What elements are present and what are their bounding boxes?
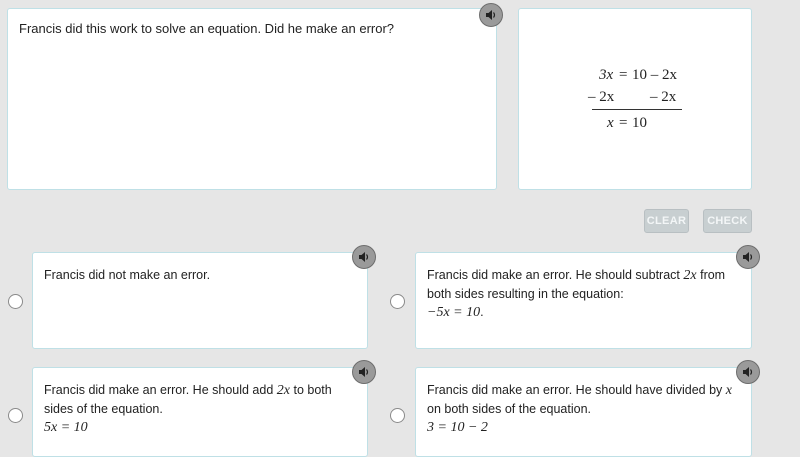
speaker-icon xyxy=(357,365,371,379)
speaker-icon xyxy=(741,365,755,379)
speaker-icon xyxy=(484,8,498,22)
option-4-text: Francis did make an error. He should have divided by x on both sides of the equation. 3 = 10 − 2 xyxy=(427,383,732,435)
option-2-text: Francis did make an error. He should subtract 2x from both sides resulting in the equation: −5x = 10. xyxy=(427,268,726,320)
option-2-card[interactable] xyxy=(415,252,752,349)
work-line2-left: – 2x xyxy=(588,89,615,105)
option-4-audio-button[interactable] xyxy=(736,360,760,384)
option-1-card[interactable] xyxy=(32,252,368,349)
question-audio-button[interactable] xyxy=(479,3,503,27)
question-panel xyxy=(7,8,497,190)
question-prompt: Francis did this work to solve an equation. Did he make an error? xyxy=(19,21,395,36)
option-1-radio[interactable] xyxy=(8,294,23,309)
work-line1-eq: = xyxy=(619,67,628,83)
option-3-card[interactable] xyxy=(32,367,368,457)
work-panel xyxy=(518,8,752,190)
option-2-math: −5x = 10 xyxy=(427,305,481,320)
work-line3-right: 10 xyxy=(632,115,647,131)
option-1-text: Francis did not make an error. xyxy=(44,268,211,282)
option-2-var: 2x xyxy=(683,268,697,283)
option-4-var: x xyxy=(725,383,732,398)
work-line1-left: 3x xyxy=(599,67,614,83)
check-button[interactable]: CHECK xyxy=(703,209,752,233)
work-divider xyxy=(592,109,682,110)
work-line3-eq: = xyxy=(619,115,628,131)
option-3-var: 2x xyxy=(276,383,290,398)
speaker-icon xyxy=(357,250,371,264)
option-3-text: Francis did make an error. He should add 2x to both sides of the equation. 5x = 10 xyxy=(44,383,332,435)
option-4-radio[interactable] xyxy=(390,408,405,423)
option-4-card[interactable] xyxy=(415,367,752,457)
option-2-audio-button[interactable] xyxy=(736,245,760,269)
option-1-audio-button[interactable] xyxy=(352,245,376,269)
option-3-radio[interactable] xyxy=(8,408,23,423)
option-3-audio-button[interactable] xyxy=(352,360,376,384)
work-line3-left: x xyxy=(607,115,614,131)
option-2-radio[interactable] xyxy=(390,294,405,309)
clear-button[interactable]: CLEAR xyxy=(644,209,689,233)
work-line2-right: – 2x xyxy=(650,89,677,105)
option-4-math: 3 = 10 − 2 xyxy=(427,420,488,435)
speaker-icon xyxy=(741,250,755,264)
work-line1-right: 10 – 2x xyxy=(632,67,677,83)
option-3-math: 5x = 10 xyxy=(44,420,88,435)
